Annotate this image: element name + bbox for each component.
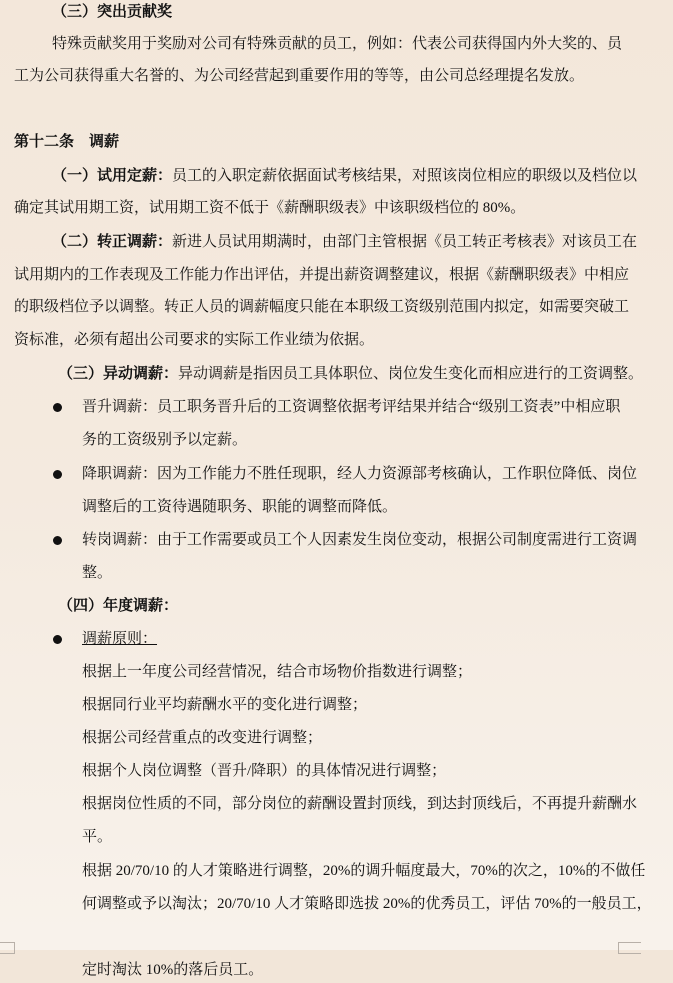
principle-line: 根据公司经营重点的改变进行调整； (82, 730, 323, 746)
paragraph-line: 工为公司获得重大名誉的、为公司经营起到重要作用的等等，由公司总经理提名发放。 (14, 68, 585, 84)
paragraph-line: 特殊贡献奖用于奖励对公司有特殊贡献的员工，例如：代表公司获得国内外大奖的、员 (52, 36, 623, 52)
bullet-text: 整。 (82, 565, 113, 581)
section-heading: （三）突出贡献奖 (52, 4, 173, 20)
bullet-text: 降职调薪：因为工作能力不胜任现职，经人力资源部考核确认，工作职位降低、岗位 (82, 466, 638, 482)
paragraph-line: 试用期内的工作表现及工作能力作出评估，并提出薪资调整建议，根据《薪酬职级表》中相应 (14, 267, 630, 283)
clause-text: 员工的入职定薪依据面试考核结果，对照该岗位相应的职级以及档位以 (172, 168, 638, 184)
bullet-icon (53, 635, 62, 644)
bullet-text: 务的工资级别予以定薪。 (82, 432, 248, 448)
principle-line: 何调整或予以淘汰；20/70/10 人才策略即选拔 20%的优秀员工，评估 70%的一般员工， (82, 896, 652, 912)
principle-line: 根据岗位性质的不同，部分岗位的薪酬设置封顶线，到达封顶线后，不再提升薪酬水 (82, 796, 638, 812)
bullet-icon (53, 536, 62, 545)
principle-line: 根据上一年度公司经营情况，结合市场物价指数进行调整； (82, 664, 473, 680)
principle-line: 根据同行业平均薪酬水平的变化进行调整； (82, 697, 368, 713)
bullet-icon (53, 403, 62, 412)
paragraph-line (52, 233, 637, 251)
clause-text: 新进人员试用期满时，由部门主管根据《员工转正考核表》对该员工在 (172, 234, 638, 250)
bullet-text: 晋升调薪：员工职务晋升后的工资调整依据考评结果并结合“级别工资表”中相应职 (82, 399, 621, 415)
clause-label: （二）转正调薪： (52, 234, 173, 250)
principle-line: 平。 (82, 829, 113, 845)
page-corner-mark-right (618, 942, 641, 954)
bullet-text: 调整后的工资待遇随职务、职能的调整而降低。 (82, 499, 398, 515)
paragraph-line: 确定其试用期工资，试用期工资不低于《薪酬职级表》中该职级档位的 80%。 (14, 200, 526, 216)
bullet-text: 转岗调薪：由于工作需要或员工个人因素发生岗位变动，根据公司制度需进行工资调 (82, 532, 638, 548)
paragraph-line: 资标准，必须有超出公司要求的实际工作业绩为依据。 (14, 332, 375, 348)
clause-label: （四）年度调薪： (58, 598, 179, 614)
paragraph-line (52, 167, 637, 185)
clause-text: 异动调薪是指因员工具体职位、岗位发生变化而相应进行的工资调整。 (178, 366, 644, 382)
principle-line: 根据 20/70/10 的人才策略进行调整，20%的调升幅度最大，70%的次之，10%的不做任 (82, 863, 646, 879)
clause-label: （三）异动调薪： (58, 366, 179, 382)
paragraph-line (58, 365, 643, 383)
clause-label: （一）试用定薪： (52, 168, 173, 184)
principle-line: 根据个人岗位调整（晋升/降职）的具体情况进行调整； (82, 763, 447, 779)
paragraph-line: 的职级档位予以调整。转正人员的调薪幅度只能在本职级工资级别范围内拟定，如需要突破工 (14, 299, 630, 315)
article-heading: 第十二条 调薪 (14, 134, 120, 150)
principle-heading: 调薪原则： (82, 631, 158, 647)
principle-line: 定时淘汰 10%的落后员工。 (82, 962, 264, 978)
bullet-icon (53, 470, 62, 479)
page-corner-mark-left (0, 942, 15, 954)
